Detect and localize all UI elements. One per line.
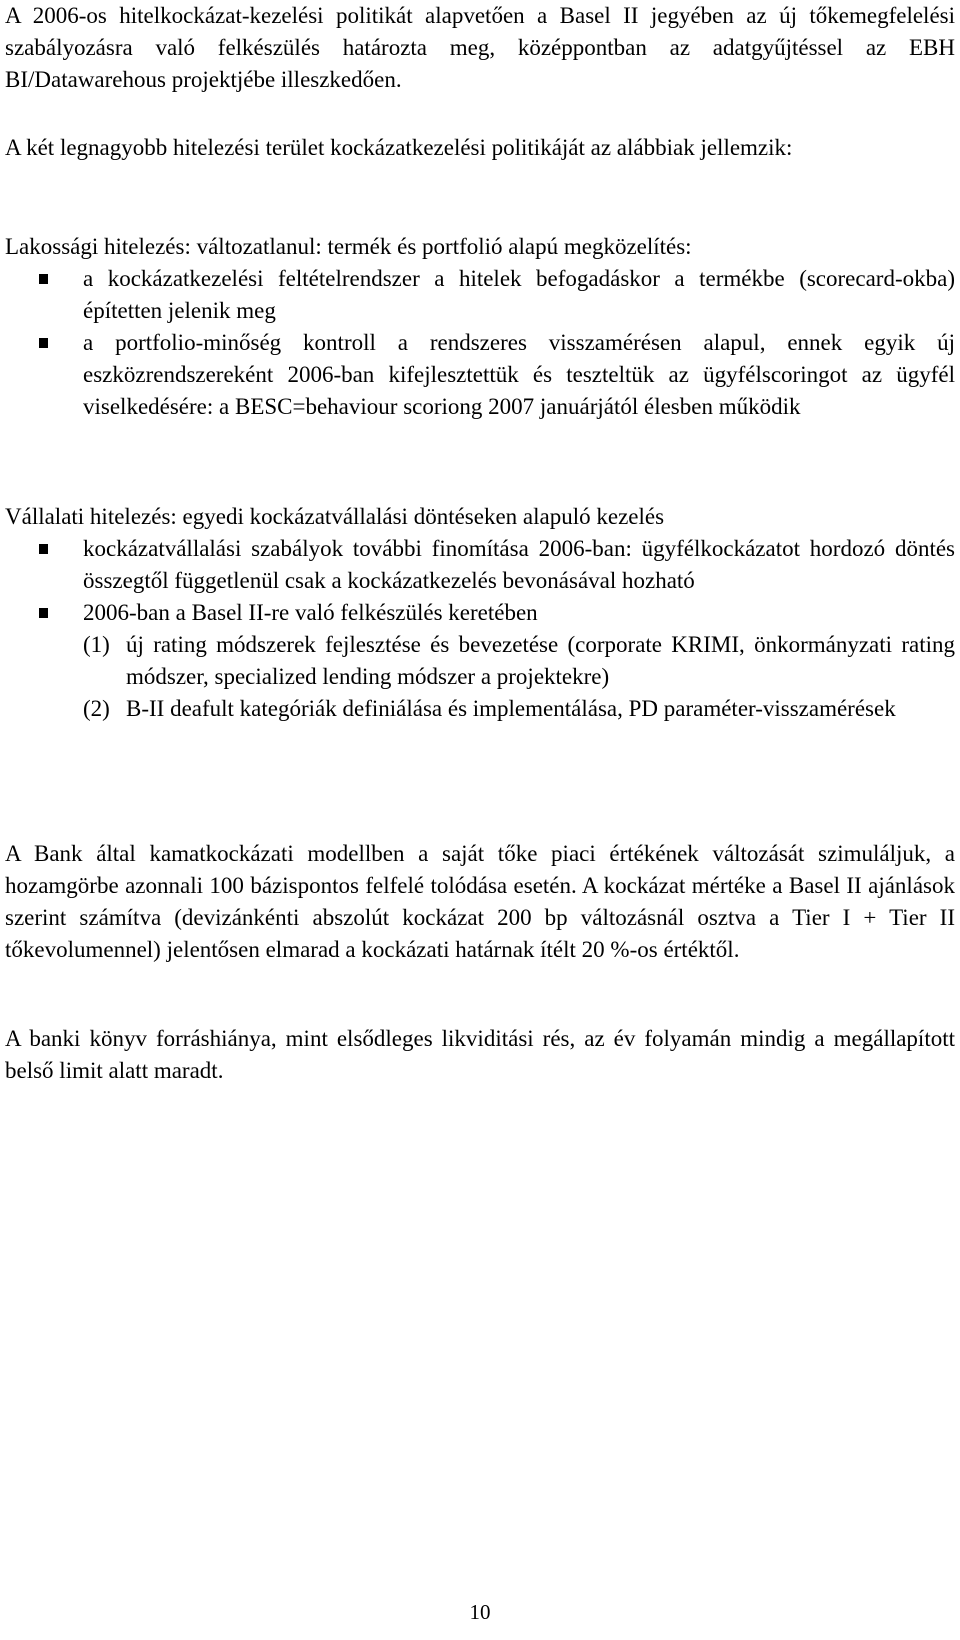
retail-heading: Lakossági hitelezés: változatlanul: termék és portfolió alapú megközelítés: — [5, 234, 692, 259]
square-bullet-icon — [39, 608, 48, 618]
corporate-section — [5, 501, 955, 725]
numbered-item — [83, 693, 955, 725]
list-item — [5, 597, 955, 725]
corporate-bullet-list — [5, 533, 955, 725]
numbered-item — [83, 629, 955, 693]
item-number: (1) — [83, 632, 110, 657]
list-item — [5, 263, 955, 327]
corporate-heading: Vállalati hitelezés: egyedi kockázatvállalási döntéseken alapuló kezelés — [5, 504, 665, 529]
two-areas-paragraph: A két legnagyobb hitelezési terület kockázatkezelési politikáját az alábbiak jellemzik: — [5, 135, 793, 160]
list-item-text: a portfolio-minőség kontroll a rendszeres visszamérésen alapul, ennek egyik új eszközrendszereként 2006-ban kifejlesztettük és teszteltük az ügyfélscoringot az ügyfél viselkedésére: a BESC=behaviour scoriong 2007 januárjától élesben működik — [83, 330, 955, 419]
liquidity-paragraph: A banki könyv forráshiánya, mint elsődleges likviditási rés, az év folyamán mindig a megállapított belső limit alatt maradt. — [5, 1026, 955, 1083]
square-bullet-icon — [39, 338, 48, 348]
list-item-text: a kockázatkezelési feltételrendszer a hitelek befogadáskor a termékbe (scorecard-okba) építetten jelenik meg — [83, 266, 955, 323]
numbered-item-text: új rating módszerek fejlesztése és bevezetése (corporate KRIMI, önkormányzati rating módszer, specialized lending módszer a projektekre) — [126, 632, 955, 689]
list-item-text: 2006-ban a Basel II-re való felkészülés keretében — [83, 600, 538, 625]
retail-bullet-list — [5, 263, 955, 423]
intro-paragraph: A 2006-os hitelkockázat-kezelési politikát alapvetően a Basel II jegyében az új tőkemegfelelési szabályozásra való felkészülés határozta meg, középpontban az adatgyűjtéssel az EBH BI/Datawarehous projektjébe illeszkedően. — [5, 3, 955, 92]
interest-risk-paragraph: A Bank által kamatkockázati modellben a saját tőke piaci értékének változását szimuláljuk, a hozamgörbe azonnali 100 bázispontos felfelé tolódása esetén. A kockázat mértéke a Basel II ajánlások szerint számítva (devizánkénti abszolút kockázat 200 bp változásnál osztva a Tier I + Tier II tőkevolumennel) jelentősen elmarad a kockázati határnak ítélt 20 %-os értéktől. — [5, 841, 955, 962]
page-number: 10 — [469, 1600, 491, 1624]
list-item-text: kockázatvállalási szabályok további finomítása 2006-ban: ügyfélkockázatot hordozó döntés összegtől függetlenül csak a kockázatkezelés bevonásával hozható — [83, 536, 955, 593]
retail-section — [5, 231, 955, 423]
square-bullet-icon — [39, 544, 48, 554]
item-number: (2) — [83, 696, 110, 721]
square-bullet-icon — [39, 274, 48, 284]
list-item — [5, 533, 955, 597]
numbered-item-text: B-II deafult kategóriák definiálása és implementálása, PD paraméter-visszamérések — [126, 696, 896, 721]
numbered-sub-list — [83, 629, 955, 725]
list-item — [5, 327, 955, 423]
